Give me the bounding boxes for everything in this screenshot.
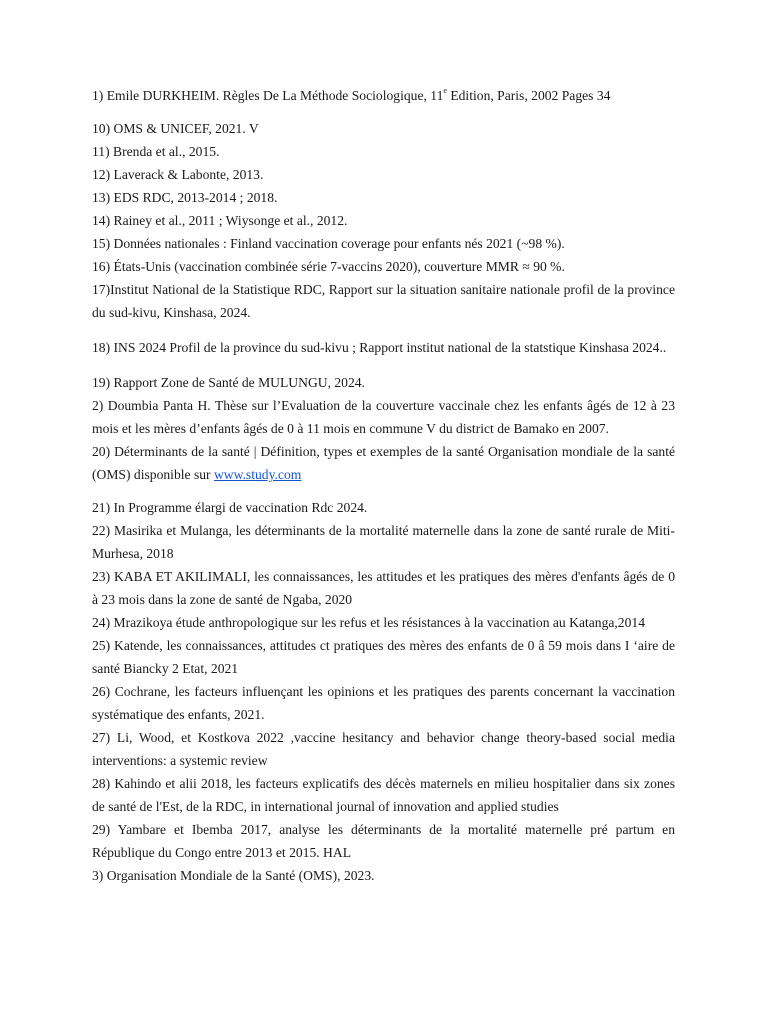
reference-14: 14) Rainey et al., 2011 ; Wiysonge et al., 2012. — [92, 213, 348, 228]
reference-18: 18) INS 2024 Profil de la province du sud-kivu ; Rapport institut national de la statstique Kinshasa 2024.. — [92, 340, 667, 355]
reference-2: 2) Doumbia Panta H. Thèse sur l’Evaluation de la couverture vaccinale chez les enfants âgés de 12 à 23 mois et les mères d’enfants âgés de 0 à 11 mois en commune V du district de Bamako en 2007. — [92, 398, 675, 436]
reference-28: 28) Kahindo et alii 2018, les facteurs explicatifs des décès maternels en milieu hospitalier dans six zones de santé de l'Est, de la RDC, in international journal of innovation and applied studies — [92, 776, 675, 814]
reference-15: 15) Données nationales : Finland vaccination coverage pour enfants nés 2021 (~98 %). — [92, 236, 565, 251]
reference-10: 10) OMS & UNICEF, 2021. V — [92, 121, 259, 136]
reference-17: 17)Institut National de la Statistique RDC, Rapport sur la situation sanitaire nationale profil de la province du sud-kivu, Kinshasa, 2024. — [92, 282, 675, 320]
reference-20-text: 20) Déterminants de la santé | Définition, types et exemples de la santé Organisation mondiale de la santé (OMS) disponible sur — [92, 444, 675, 482]
reference-1 — [92, 84, 675, 107]
reference-12: 12) Laverack & Labonte, 2013. — [92, 167, 264, 182]
reference-20 — [92, 440, 675, 486]
reference-11: 11) Brenda et al., 2015. — [92, 144, 220, 159]
reference-13: 13) EDS RDC, 2013-2014 ; 2018. — [92, 190, 278, 205]
reference-26: 26) Cochrane, les facteurs influençant les opinions et les pratiques des parents concernant la vaccination systématique des enfants, 2021. — [92, 684, 675, 722]
study-link[interactable]: www.study.com — [213, 467, 302, 482]
reference-24: 24) Mrazikoya étude anthropologique sur les refus et les résistances à la vaccination au Katanga,2014 — [92, 615, 645, 630]
reference-16: 16) États-Unis (vaccination combinée série 7-vaccins 2020), couverture MMR ≈ 90 %. — [92, 259, 565, 274]
reference-1-text: 1) Emile DURKHEIM. Règles De La Méthode Sociologique, 11 — [92, 88, 444, 103]
reference-29: 29) Yambare et Ibemba 2017, analyse les déterminants de la mortalité maternelle pré partum en République du Congo entre 2013 et 2015. HAL — [92, 822, 675, 860]
reference-25: 25) Katende, les connaissances, attitudes ct pratiques des mères des enfants de 0 â 59 mois dans I ‘aire de santé Biancky 2 Etat, 2021 — [92, 638, 675, 676]
reference-23: 23) KABA ET AKILIMALI, les connaissances, les attitudes et les pratiques des mères d'enfants âgés de 0 à 23 mois dans la zone de santé de Ngaba, 2020 — [92, 569, 675, 607]
reference-3: 3) Organisation Mondiale de la Santé (OMS), 2023. — [92, 868, 375, 883]
reference-list — [92, 84, 675, 887]
reference-21: 21) In Programme élargi de vaccination Rdc 2024. — [92, 500, 368, 515]
reference-22: 22) Masirika et Mulanga, les déterminants de la mortalité maternelle dans la zone de santé rurale de Miti-Murhesa, 2018 — [92, 523, 675, 561]
reference-1-suffix: Edition, Paris, 2002 Pages 34 — [446, 88, 611, 103]
reference-27: 27) Li, Wood, et Kostkova 2022 ,vaccine hesitancy and behavior change theory-based social media interventions: a systemic review — [92, 730, 675, 768]
reference-19: 19) Rapport Zone de Santé de MULUNGU, 2024. — [92, 375, 365, 390]
superscript-edition: e — [443, 86, 447, 96]
